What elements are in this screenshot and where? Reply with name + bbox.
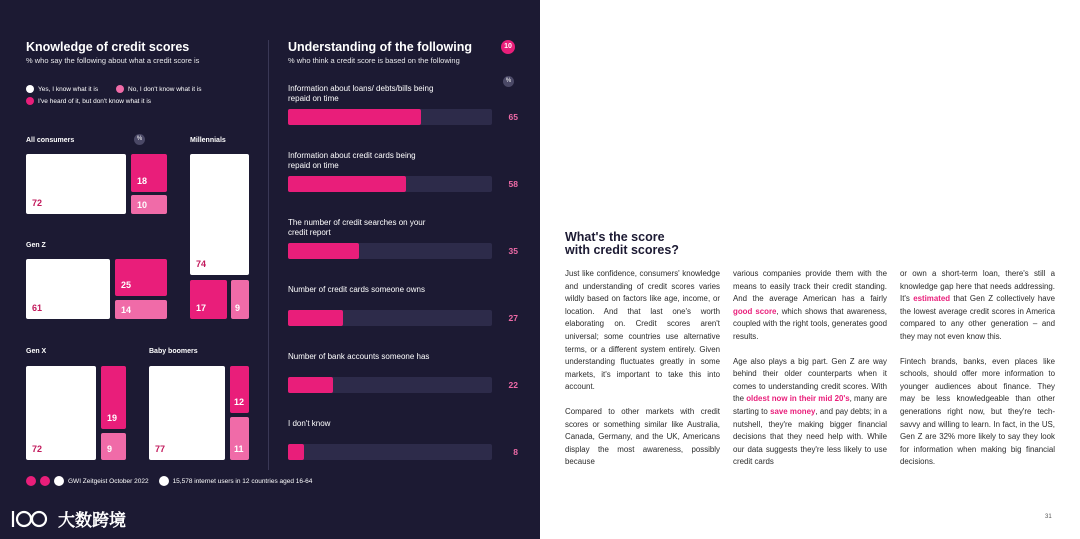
legend-heard xyxy=(26,97,151,105)
legend-yes xyxy=(26,85,98,93)
estimated-link[interactable]: estimated xyxy=(913,294,951,304)
bar-fill xyxy=(288,176,406,192)
boomers-no-box xyxy=(230,366,249,413)
bar-track xyxy=(288,377,492,393)
bar-value: 27 xyxy=(508,313,518,323)
bar-value: 58 xyxy=(508,179,518,189)
genz-heard-box xyxy=(115,300,167,319)
legend-no-dot xyxy=(116,85,124,93)
genx-no-box xyxy=(101,366,126,429)
millennials-heard-value: 9 xyxy=(235,303,241,313)
article-column-1 xyxy=(565,268,720,469)
understanding-subtitle: % who think a credit score is based on the following xyxy=(288,56,460,65)
globe-icon xyxy=(54,476,64,486)
article-column-3 xyxy=(900,268,1055,469)
bar-track xyxy=(288,310,492,326)
sample-text: 15,578 internet users in 12 countries aged 16-64 xyxy=(172,477,313,485)
legend-yes-label: Yes, I know what it is xyxy=(38,85,99,93)
millennials-heard-box xyxy=(231,280,249,319)
bar-track xyxy=(288,444,492,460)
col2-p2-text-c: , and pay debts; in a nutshell, they're making bigger financial decisions that they need help with. While our data suggests they're less likely to use credit cards xyxy=(733,406,887,467)
genz-no-value: 25 xyxy=(121,280,132,290)
chart-percent-icon: % xyxy=(503,76,514,87)
legend-no xyxy=(116,85,202,93)
bar-label: I don't know xyxy=(288,419,331,428)
boomers-yes-box xyxy=(149,366,225,460)
millennials-no-value: 17 xyxy=(196,303,207,313)
genz-no-box xyxy=(115,259,167,296)
segment-millennials-label: Millennials xyxy=(190,137,226,144)
good-score-link[interactable]: good score xyxy=(733,306,777,316)
article-page xyxy=(540,0,1080,539)
all-heard-value: 10 xyxy=(137,200,148,210)
article-column-2 xyxy=(733,268,887,469)
understanding-title: Understanding of the following xyxy=(288,40,473,54)
legend-heard-label: I've heard of it, but don't know what it is xyxy=(38,97,152,105)
legend-yes-dot xyxy=(26,85,34,93)
chart-icon xyxy=(40,476,50,486)
article-heading-line1: What's the score xyxy=(565,230,665,244)
bar-fill xyxy=(288,310,343,326)
users-icon xyxy=(159,476,169,486)
boomers-yes-value: 77 xyxy=(155,444,166,454)
col2-p2-text-a: Age also plays a big part. Gen Z are way behind their older counterparts when it comes to understanding credit scores. With the xyxy=(733,356,887,404)
millennials-no-box xyxy=(190,280,227,319)
bar-fill xyxy=(288,109,421,125)
pie-icon xyxy=(26,476,36,486)
genx-heard-box xyxy=(101,433,126,460)
watermark-logo-icon xyxy=(10,507,52,531)
col2-p2-text-b: , many are starting to xyxy=(733,394,887,416)
genz-yes-box xyxy=(26,259,110,319)
bar-value: 22 xyxy=(508,380,518,390)
all-yes-box xyxy=(26,154,126,214)
col3-paragraph-1 xyxy=(900,268,1055,344)
col1-paragraph-1: Just like confidence, consumers' knowledge and understanding of credit scores varies wildly based on factors like age, income, or location. And that last one's worth elaborating on. Credit scores aren't universal; some countries use alternative terms, or a different system entirely. Given understanding fluctuates greatly in some markets, it's important to take this into account. xyxy=(565,269,720,392)
bar-label: Information about credit cards being repaid on time xyxy=(288,151,416,170)
all-heard-box xyxy=(131,195,167,214)
page-number: 31 xyxy=(1045,514,1052,520)
col3-p1-text-b: that Gen Z collectively have the lowest average credit scores in America compared to any other generation – and they may not even know this. xyxy=(900,294,1055,341)
bar-track xyxy=(288,176,492,192)
segment-all-label: All consumers xyxy=(26,137,75,144)
article-heading xyxy=(565,231,679,257)
col2-p1-text-a: various companies provide them with the means to easily track their credit standing. And the average American has a fairly xyxy=(733,269,887,304)
watermark-text: 大数跨境 xyxy=(58,511,126,530)
bar-fill xyxy=(288,444,304,460)
legend-heard-dot xyxy=(26,97,34,105)
all-no-box xyxy=(131,154,167,192)
oldest-now-link[interactable]: oldest now in their mid 20's xyxy=(746,394,850,404)
col2-p1-text-b: , which shows that awareness, coupled with the right tools, generates good results. xyxy=(733,306,887,341)
bar-fill xyxy=(288,243,359,259)
col3-paragraph-2: Fintech brands, banks, even places like schools, should offer more information to younger audiences about finance. They may be less knowledgeable than other generations right now, but they're tech-savvy and willing to learn. In fact, in the US, Gen Z are 32% more likely to say they look for information when making big financial decisions. xyxy=(900,356,1055,467)
col1-paragraph-2: Compared to other markets with credit scores or something similar like Australia, Canada, Germany, and the UK, Americans display the most awareness, possibly because xyxy=(565,406,720,467)
col2-paragraph-2 xyxy=(733,356,887,469)
segment-boomers-label: Baby boomers xyxy=(149,348,198,355)
col3-p1-text-a: or own a short-term loan, there's still a knowledge gap here that needs addressing. It's xyxy=(900,269,1055,304)
bar-label: Number of credit cards someone owns xyxy=(288,285,425,294)
legend-no-label: No, I don't know what it is xyxy=(128,85,202,93)
boomers-heard-box xyxy=(230,417,249,460)
all-yes-value: 72 xyxy=(32,198,43,208)
bar-label: The number of credit searches on your credit report xyxy=(288,218,426,237)
bar-value: 8 xyxy=(513,447,518,457)
millennials-yes-box xyxy=(190,154,249,275)
genz-yes-value: 61 xyxy=(32,303,43,313)
genx-no-value: 19 xyxy=(107,413,118,423)
knowledge-title: Knowledge of credit scores xyxy=(26,40,190,54)
knowledge-subtitle: % who say the following about what a credit score is xyxy=(26,56,200,65)
percent-icon: % xyxy=(134,134,145,145)
genx-yes-value: 72 xyxy=(32,444,43,454)
article-heading-line2: with credit scores? xyxy=(565,243,679,257)
bar-track xyxy=(288,243,492,259)
genx-heard-value: 9 xyxy=(107,444,113,454)
segment-genx-label: Gen X xyxy=(26,348,47,355)
bar-value: 65 xyxy=(508,112,518,122)
col2-paragraph-1 xyxy=(733,268,887,344)
save-money-link[interactable]: save money xyxy=(770,406,816,416)
bar-fill xyxy=(288,377,333,393)
segment-genz-label: Gen Z xyxy=(26,242,46,249)
genz-heard-value: 14 xyxy=(121,305,132,315)
bar-label: Number of bank accounts someone has xyxy=(288,352,430,361)
chart-number-badge: 10 xyxy=(501,40,515,54)
panel-divider xyxy=(268,40,269,470)
bar-value: 35 xyxy=(508,246,518,256)
bar-track xyxy=(288,109,492,125)
millennials-yes-value: 74 xyxy=(196,259,207,269)
genx-yes-box xyxy=(26,366,96,460)
all-no-value: 18 xyxy=(137,176,148,186)
boomers-no-value: 12 xyxy=(234,397,245,407)
boomers-heard-value: 11 xyxy=(234,444,244,454)
watermark xyxy=(10,506,126,531)
source-footer xyxy=(26,476,312,486)
bar-label: Information about loans/ debts/bills being repaid on time xyxy=(288,84,434,103)
source-text: GWI Zeitgeist October 2022 xyxy=(68,477,149,485)
